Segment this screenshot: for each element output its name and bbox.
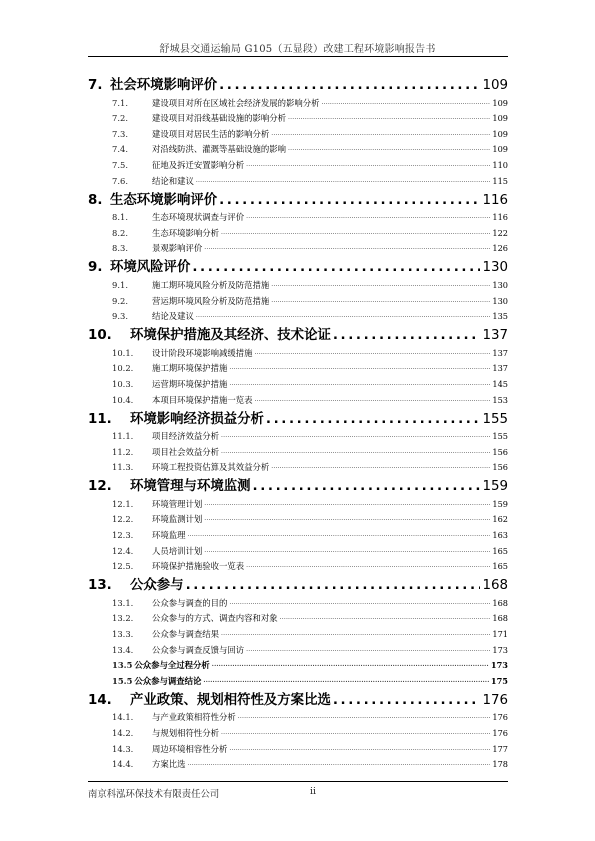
toc-dot-leader [221,727,490,739]
toc-entry-number: 12. [88,479,112,495]
toc-entry-page: 171 [492,629,508,640]
toc-entry-title: 产业政策、规划相符性及方案比选 [130,692,331,708]
toc-entry-page: 173 [492,644,508,655]
toc-section-entry[interactable] [88,124,508,140]
toc-entry-page: 162 [492,514,508,525]
toc-entry-title: 施工期环境风险分析及防范措施 [152,279,270,290]
toc-dot-leader [186,578,481,593]
toc-entry-number: 13.4. [112,644,134,655]
toc-entry-page: 168 [492,597,508,608]
toc-entry-number: 8. [88,192,103,208]
toc-section-entry[interactable] [88,671,508,687]
toc-dot-leader [204,545,490,557]
toc-entry-title: 对沿线防洪、灌溉等基础设施的影响 [152,144,286,155]
toc-entry-title: 环境保护措施及其经济、技术论证 [130,328,331,344]
toc-section-entry[interactable] [88,359,508,375]
toc-entry-page: 156 [492,462,508,473]
toc-dot-leader [253,479,481,494]
toc-entry-number: 14.2. [112,728,134,738]
toc-entry-page: 145 [492,378,508,389]
toc-entry-title: 环境影响经济损益分析 [130,411,264,427]
toc-entry-number: 12.1. [112,498,134,509]
toc-dot-leader [255,347,491,359]
toc-entry-page: 135 [492,311,508,322]
toc-entry-title: 公众参与调查的目的 [152,597,228,608]
toc-entry-number: 10.4. [112,394,134,405]
toc-dot-leader [221,628,490,640]
toc-entry-number: 14.3. [112,743,134,754]
toc-entry-number: 7. [88,78,103,93]
toc-dot-leader [204,513,490,525]
toc-entry-number: 13.3. [112,629,134,640]
toc-entry-title: 社会环境影响评价 [110,78,218,93]
toc-section-entry[interactable] [88,390,508,406]
toc-section-entry[interactable] [88,494,508,510]
toc-entry-title: 建设项目对沿线基础设施的影响分析 [152,113,286,124]
toc-entry-title: 营运期环境风险分析及防范措施 [152,295,270,306]
toc-entry-number: 13.5 [112,660,133,671]
toc-entry-number: 14. [88,692,112,708]
toc-entry-number: 7.6. [112,175,128,186]
toc-entry-title: 本项目环境保护措施一览表 [152,394,253,405]
toc-entry-page: 122 [492,227,508,238]
toc-entry-title: 与产业政策相符性分析 [152,712,236,723]
toc-section-entry[interactable] [88,208,508,224]
toc-section-entry[interactable] [88,223,508,239]
toc-dot-leader [271,279,490,291]
running-header: 舒城县交通运输局 G105（五显段）改建工程环境影响报告书 [159,44,436,55]
toc-entry-page: 116 [492,212,508,223]
toc-entry-number: 9. [88,260,103,276]
toc-entry-page: 155 [482,411,508,427]
toc-dot-leader [219,78,480,93]
toc-entry-number: 12.4. [112,545,134,556]
toc-entry-title: 运营期环境保护措施 [152,378,228,389]
toc-chapter-entry[interactable] [88,687,508,708]
toc-entry-title: 与规划相符性分析 [152,728,219,738]
toc-entry-number: 10. [88,328,112,344]
header-divider [88,56,508,57]
toc-dot-leader [196,310,490,322]
toc-entry-page: 173 [490,660,508,671]
toc-section-entry[interactable] [88,155,508,171]
toc-entry-page: 177 [492,743,508,754]
toc-entry-page: 126 [492,243,508,254]
toc-entry-number: 9.3. [112,311,128,322]
toc-entry-title: 设计阶段环境影响减缓措施 [152,347,253,358]
toc-section-entry[interactable] [88,624,508,640]
toc-entry-page: 110 [492,159,508,170]
toc-dot-leader [271,295,490,307]
toc-section-entry[interactable] [88,458,508,474]
toc-entry-title: 建设项目对所在区域社会经济发展的影响分析 [152,97,320,108]
toc-section-entry[interactable] [88,525,508,541]
toc-dot-leader [204,498,490,510]
toc-section-entry[interactable] [88,755,508,771]
toc-entry-number: 14.4. [112,759,134,770]
toc-entry-page: 165 [492,545,508,556]
toc-section-entry[interactable] [88,593,508,609]
toc-entry-page: 109 [492,128,508,139]
toc-entry-title: 周边环境相容性分析 [152,743,228,754]
toc-entry-page: 178 [492,759,508,770]
toc-section-entry[interactable] [88,640,508,656]
toc-entry-number: 11. [88,411,112,427]
toc-entry-title: 公众参与调查反馈与回访 [152,644,245,655]
toc-section-entry[interactable] [88,93,508,109]
toc-entry-page: 137 [482,328,508,344]
toc-dot-leader [255,394,491,406]
toc-entry-number: 12.2. [112,514,134,525]
toc-entry-title: 公众参与调查结论 [134,675,202,686]
toc-dot-leader [221,446,490,458]
toc-chapter-entry[interactable] [88,322,508,343]
toc-entry-page: 153 [492,394,508,405]
toc-section-entry[interactable] [88,557,508,573]
toc-entry-number: 8.3. [112,243,128,254]
toc-dot-leader [271,128,490,140]
toc-section-entry[interactable] [88,541,508,557]
toc-section-entry[interactable] [88,708,508,724]
toc-chapter-entry[interactable] [88,473,508,494]
toc-dot-leader [288,112,490,124]
toc-entry-title: 结论及建议 [152,311,194,322]
toc-chapter-entry[interactable] [88,187,508,208]
toc-entry-title: 景观影响评价 [152,243,203,254]
toc-entry-title: 生态环境影响评价 [110,192,218,208]
toc-section-entry[interactable] [88,275,508,291]
toc-entry-title: 环境管理计划 [152,498,203,509]
toc-section-entry[interactable] [88,656,508,672]
toc-entry-page: 137 [492,347,508,358]
toc-entry-title: 施工期环境保护措施 [152,363,228,374]
toc-entry-page: 163 [492,530,508,541]
toc-entry-page: 159 [492,498,508,509]
toc-dot-leader [229,378,490,390]
toc-dot-leader [188,529,491,541]
toc-dot-leader [280,612,491,624]
toc-entry-title: 环境管理与环境监测 [130,479,251,495]
toc-entry-number: 11.3. [112,462,134,473]
toc-entry-page: 176 [492,728,508,738]
toc-dot-leader [246,159,490,171]
toc-entry-page: 175 [490,675,508,686]
toc-entry-page: 130 [492,279,508,290]
toc-section-entry[interactable] [88,239,508,255]
toc-dot-leader [246,644,490,656]
toc-entry-page: 176 [482,692,508,708]
toc-entry-number: 15.5 [112,675,133,686]
toc-entry-number: 7.2. [112,113,128,124]
toc-dot-leader [219,193,480,208]
toc-section-entry[interactable] [88,291,508,307]
toc-entry-number: 7.1. [112,97,128,108]
toc-entry-title: 公众参与 [130,578,184,594]
toc-entry-page: 109 [492,144,508,155]
toc-entry-page: 109 [482,78,508,93]
toc-dot-leader [188,758,491,770]
toc-section-entry[interactable] [88,427,508,443]
toc-section-entry[interactable] [88,374,508,390]
toc-entry-title: 生态环境现状调查与评价 [152,212,245,223]
toc-dot-leader [238,711,491,723]
toc-entry-number: 9.2. [112,295,128,306]
toc-entry-title: 环境风险评价 [110,260,191,276]
toc-dot-leader [333,693,481,708]
toc-section-entry[interactable] [88,442,508,458]
toc-entry-number: 12.3. [112,530,134,541]
toc-dot-leader [229,597,490,609]
toc-section-entry[interactable] [88,723,508,739]
toc-entry-page: 137 [492,363,508,374]
toc-entry-title: 人员培训计划 [152,545,203,556]
toc-entry-number: 7.4. [112,144,128,155]
toc-chapter-entry[interactable] [88,572,508,593]
toc-section-entry[interactable] [88,510,508,526]
toc-entry-page: 115 [492,175,508,186]
toc-entry-title: 公众参与全过程分析 [134,660,210,671]
toc-entry-title: 征地及拆迁安置影响分析 [152,159,245,170]
toc-entry-number: 12.5. [112,561,134,572]
toc-entry-page: 116 [482,192,508,208]
toc-dot-leader [221,227,490,239]
toc-dot-leader [229,743,490,755]
toc-entry-title: 结论和建议 [152,175,194,186]
toc-dot-leader [203,675,489,687]
toc-entry-page: 168 [492,613,508,624]
toc-entry-number: 8.2. [112,227,128,238]
toc-entry-page: 155 [492,431,508,442]
toc-entry-page: 130 [482,260,508,276]
toc-entry-title: 环境监理 [152,530,186,541]
toc-section-entry[interactable] [88,140,508,156]
toc-entry-title: 公众参与的方式、调查内容和对象 [152,613,278,624]
toc-chapter-entry[interactable] [88,254,508,275]
toc-dot-leader [229,362,490,374]
toc-entry-page: 159 [482,479,508,495]
toc-entry-title: 环境监测计划 [152,514,203,525]
toc-dot-leader [266,412,481,427]
toc-dot-leader [192,260,480,275]
toc-dot-leader [246,211,490,223]
table-of-contents [88,72,508,770]
toc-entry-page: 156 [492,446,508,457]
toc-entry-title: 建设项目对居民生活的影响分析 [152,128,270,139]
toc-entry-number: 13.2. [112,613,134,624]
footer-page-number: ii [310,786,316,797]
toc-entry-number: 7.3. [112,128,128,139]
toc-section-entry[interactable] [88,109,508,125]
footer-divider [88,781,508,782]
toc-entry-title: 环境工程投资估算及其效益分析 [152,462,270,473]
toc-section-entry[interactable] [88,307,508,323]
toc-entry-number: 10.3. [112,378,134,389]
toc-entry-number: 11.2. [112,446,134,457]
toc-entry-page: 168 [482,578,508,594]
toc-dot-leader [246,560,490,572]
toc-dot-leader [288,143,490,155]
toc-entry-number: 14.1. [112,712,134,723]
toc-entry-number: 11.1. [112,431,134,442]
toc-section-entry[interactable] [88,609,508,625]
toc-entry-title: 方案比选 [152,759,186,770]
toc-entry-title: 公众参与调查结果 [152,629,219,640]
toc-section-entry[interactable] [88,739,508,755]
toc-entry-page: 176 [492,712,508,723]
toc-entry-title: 生态环境影响分析 [152,227,219,238]
toc-entry-page: 165 [492,561,508,572]
toc-entry-number: 7.5. [112,159,128,170]
toc-entry-number: 10.1. [112,347,134,358]
toc-entry-page: 109 [492,113,508,124]
toc-dot-leader [221,430,490,442]
toc-dot-leader [333,328,481,343]
toc-entry-number: 9.1. [112,279,128,290]
toc-section-entry[interactable] [88,171,508,187]
toc-dot-leader [271,461,490,473]
toc-dot-leader [204,242,490,254]
toc-entry-number: 13. [88,578,112,594]
toc-dot-leader [322,97,491,109]
toc-entry-title: 项目经济效益分析 [152,431,219,442]
toc-dot-leader [212,659,489,671]
toc-dot-leader [196,175,490,187]
toc-section-entry[interactable] [88,343,508,359]
toc-entry-page: 130 [492,295,508,306]
toc-entry-number: 13.1. [112,597,134,608]
toc-chapter-entry[interactable] [88,72,508,93]
toc-entry-page: 109 [492,97,508,108]
toc-entry-number: 8.1. [112,212,128,223]
toc-entry-title: 项目社会效益分析 [152,446,219,457]
toc-entry-title: 环境保护措施验收一览表 [152,561,245,572]
footer-company: 南京科泓环保技术有限责任公司 [88,789,220,800]
toc-entry-number: 10.2. [112,363,134,374]
toc-chapter-entry[interactable] [88,406,508,427]
